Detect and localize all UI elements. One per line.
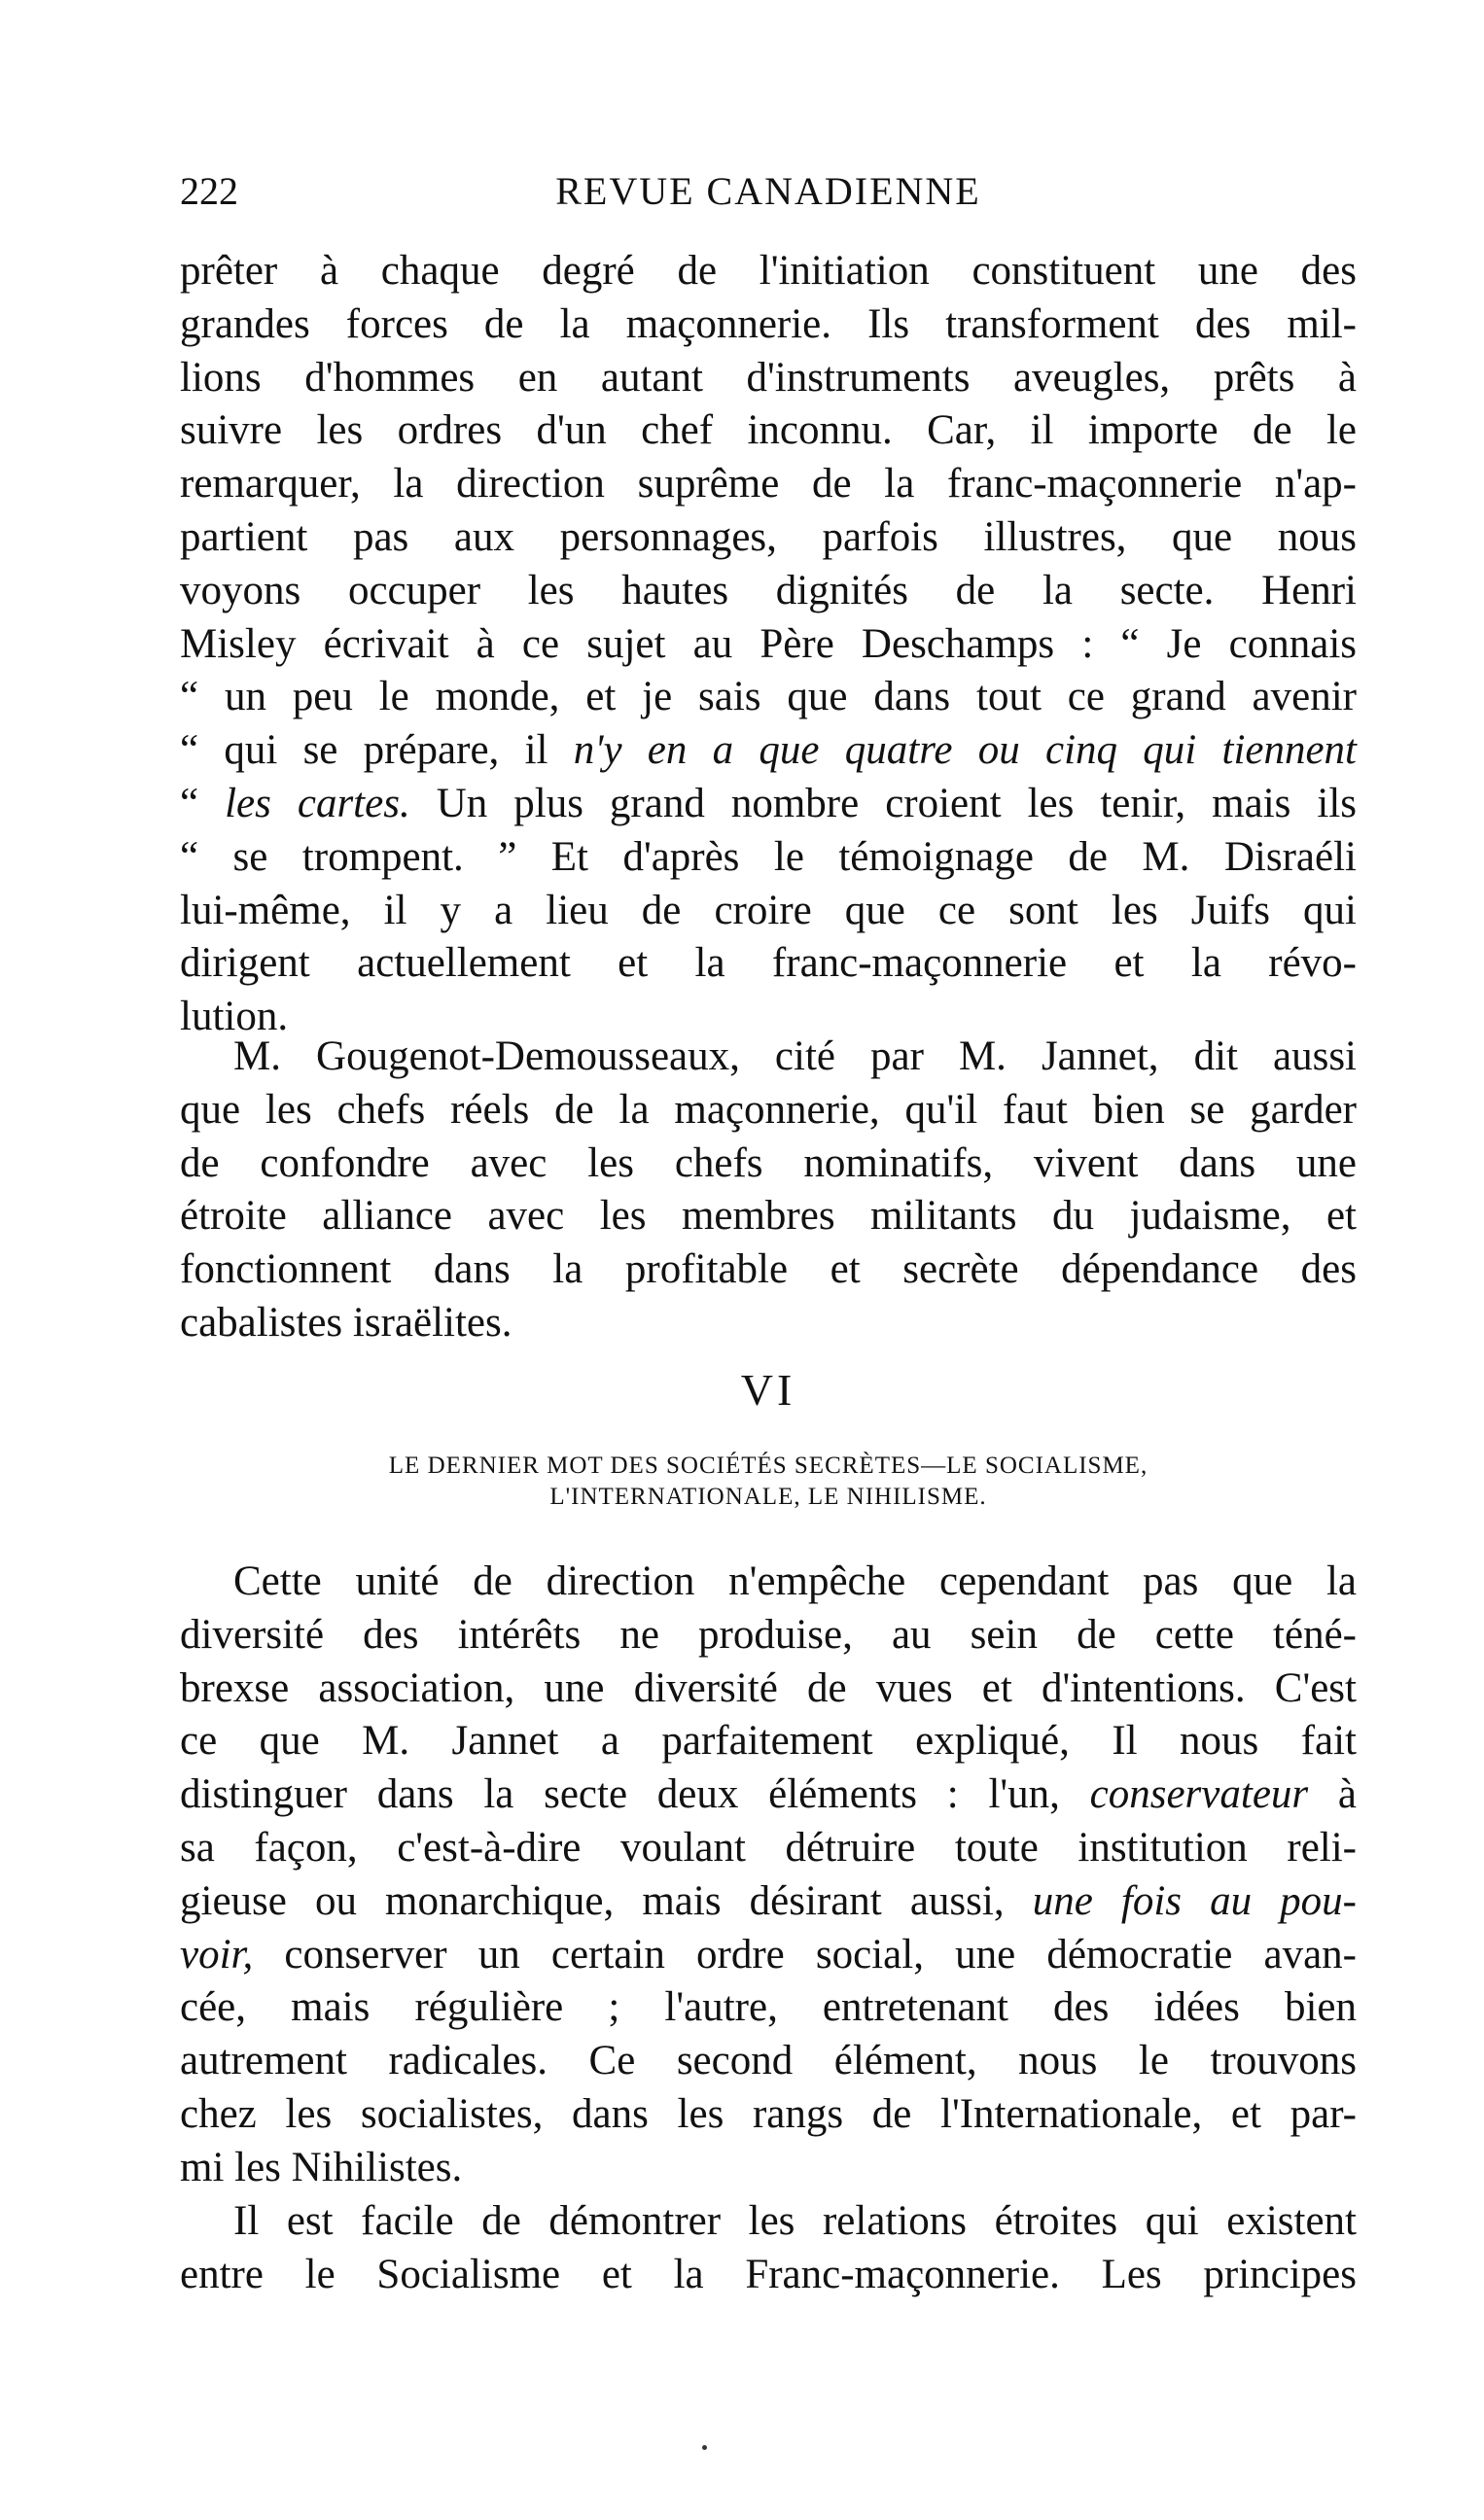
text-line [180, 724, 1357, 778]
text-line: prêter à chaque degré de l'initiation constituent une des [180, 248, 1357, 294]
text-line: Il est facile de démontrer les relations étroites qui existent [233, 2198, 1357, 2244]
text-line: “ se trompent. ” Et d'après le témoignage de M. Disraéli [180, 833, 1357, 880]
text-line: remarquer, la direction suprême de la franc-maçonnerie n'ap- [180, 461, 1357, 508]
text-line: “ un peu le monde, et je sais que dans tout ce grand avenir [180, 674, 1357, 720]
text-line: fonctionnent dans la profitable et secrète dépendance des [180, 1246, 1357, 1293]
text-line [180, 1929, 1357, 1982]
section-subtitle [180, 1451, 1357, 1513]
text-line: Cette unité de direction n'empêche cependant pas que la [233, 1558, 1357, 1604]
text-segment: “ qui se prépare, il [180, 727, 548, 774]
text-line: entre le Socialisme et la Franc-maçonnerie. Les principes [180, 2251, 1357, 2297]
text-line: dirigent actuellement et la franc-maçonnerie et la révo- [180, 940, 1357, 987]
text-line: cabalistes israëlites. [180, 1299, 512, 1346]
text-line: lui-même, il y a lieu de croire que ce sont les Juifs qui [180, 887, 1357, 933]
print-speck [702, 2445, 707, 2450]
text-line: M. Gougenot-Demousseaux, cité par M. Jannet, dit aussi [233, 1033, 1357, 1079]
text-line: lions d'hommes en autant d'instruments aveugles, prêts à [180, 354, 1357, 401]
text-line: sa façon, c'est-à-dire voulant détruire toute institution reli- [180, 1824, 1357, 1871]
text-line: grandes forces de la maçonnerie. Ils transforment des mil- [180, 300, 1357, 347]
text-line: diversité des intérêts ne produise, au sein de cette téné- [180, 1611, 1357, 1658]
paragraph [180, 2195, 1357, 2302]
text-line: Misley écrivait à ce sujet au Père Deschamps : “ Je connais [180, 620, 1357, 667]
text-line: autrement radicales. Ce second élément, nous le trouvons [180, 2038, 1357, 2084]
italic-term: une fois au pou- [1032, 1877, 1358, 1924]
text-line: voyons occuper les hautes dignités de la secte. Henri [180, 567, 1357, 613]
subtitle-line: LE DERNIER MOT DES SOCIÉTÉS SECRÈTES—LE SOCIALISME, [388, 1452, 1148, 1479]
text-line [180, 1768, 1357, 1822]
text-line: cée, mais régulière ; l'autre, entretenant des idées bien [180, 1984, 1357, 2031]
italic-quote: n'y en a que quatre ou cinq qui tiennent [573, 727, 1358, 774]
paragraph-continuation [180, 245, 1357, 1044]
section-number: VI [740, 1365, 796, 1415]
text-line: lution. [180, 994, 289, 1040]
text-segment: conserver un certain ordre social, une démocratie avan- [284, 1931, 1358, 1978]
text-segment: gieuse ou monarchique, mais désirant aussi, [180, 1877, 1005, 1924]
text-line: partient pas aux personnages, parfois illustres, que nous [180, 513, 1357, 560]
subtitle-line: L'INTERNATIONALE, LE NIHILISME. [549, 1484, 987, 1510]
text-line [180, 1875, 1357, 1929]
text-line: de confondre avec les chefs nominatifs, vivent dans une [180, 1139, 1357, 1186]
text-segment: Un plus grand nombre croient les tenir, mais ils [436, 780, 1357, 826]
page-number: 222 [180, 169, 238, 213]
text-line [180, 778, 1357, 831]
text-line: suivre les ordres d'un chef inconnu. Car, il importe de le [180, 407, 1357, 454]
text-line: chez les socialistes, dans les rangs de l'Internationale, et par- [180, 2090, 1357, 2137]
paragraph [180, 1556, 1357, 2195]
text-segment: à [1337, 1771, 1358, 1818]
text-line: mi les Nihilistes. [180, 2144, 463, 2190]
running-title: REVUE CANADIENNE [555, 169, 981, 213]
text-segment: distinguer dans la secte deux éléments : l'un, [180, 1771, 1060, 1818]
italic-term: voir, [180, 1931, 254, 1978]
text-line: brexse association, une diversité de vues et d'intentions. C'est [180, 1664, 1357, 1711]
text-segment: “ [180, 780, 199, 826]
paragraph [180, 1031, 1357, 1350]
text-line: étroite alliance avec les membres militants du judaisme, et [180, 1193, 1357, 1240]
italic-quote: les cartes. [225, 780, 410, 826]
text-line: ce que M. Jannet a parfaitement expliqué, Il nous fait [180, 1718, 1357, 1765]
italic-term: conservateur [1089, 1771, 1309, 1818]
page-header [180, 167, 1357, 216]
text-line: que les chefs réels de la maçonnerie, qu'il faut bien se garder [180, 1086, 1357, 1133]
